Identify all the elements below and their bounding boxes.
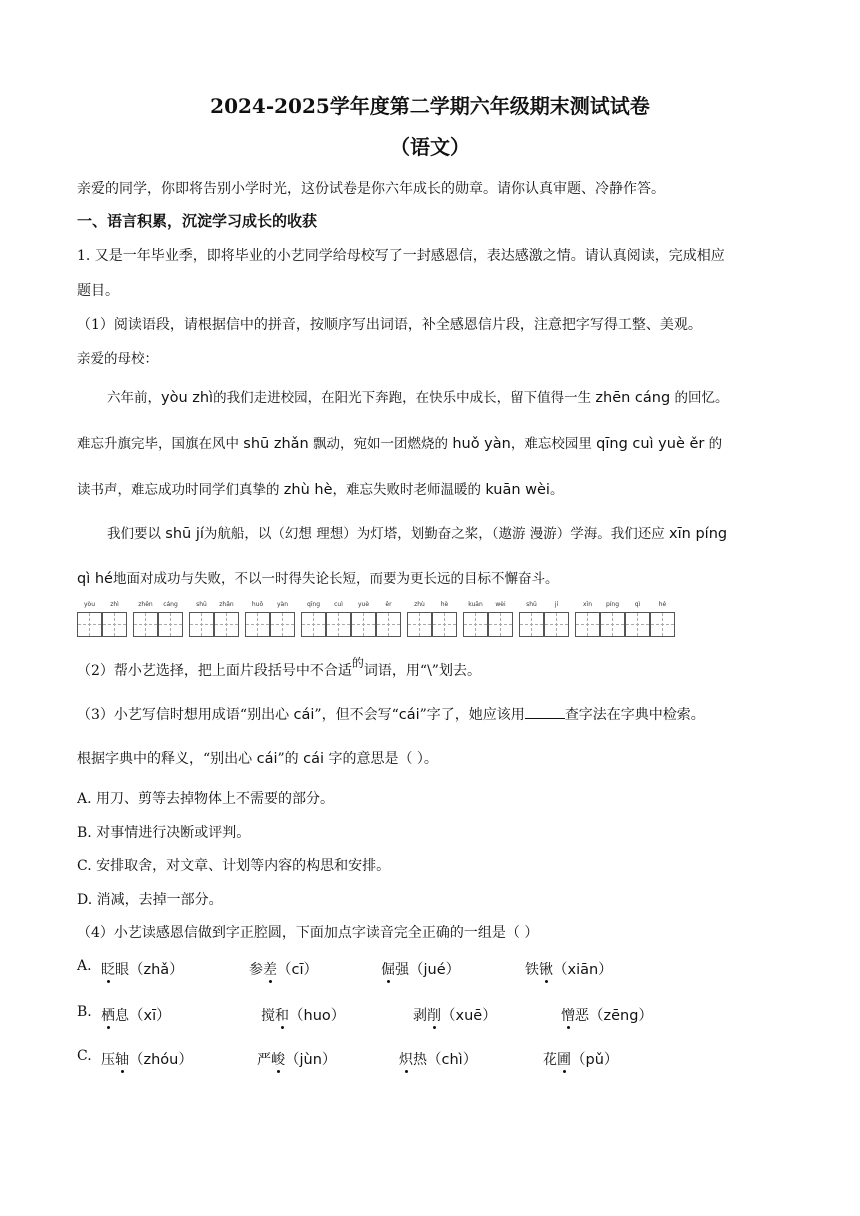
text: 的回忆。 [674, 390, 729, 406]
pinyin: xīn píng [669, 526, 728, 542]
sub-question-4: （4）小艺读感恩信做到字正腔圆，下面加点字读音完全正确的一组是（ ） [77, 925, 539, 941]
pinyin: zhēn cáng [595, 390, 671, 406]
grid-pinyin-label: qì [634, 601, 641, 608]
writing-cell[interactable] [544, 612, 569, 637]
text: 词语，用“\”划去。 [363, 663, 481, 679]
grid-pinyin-label: kuān [468, 601, 483, 608]
writing-cell[interactable] [326, 612, 351, 637]
pinyin: cái [303, 751, 325, 767]
grid-pinyin-label: huǒ [251, 601, 264, 608]
writing-cell[interactable] [301, 612, 326, 637]
dotted-character: 和 [275, 1008, 289, 1024]
letter-paragraph-1 [107, 386, 728, 406]
text: 地面对成功与失败，不以一时得失论长短，而要为更长远的目标不懈奋斗。 [112, 571, 559, 587]
letter-paragraph-3 [77, 478, 563, 498]
grid-pinyin-label: zhēn [138, 601, 153, 608]
text: 恶 [575, 1008, 589, 1024]
pinyin: cái [293, 707, 315, 723]
text: 参 [249, 962, 263, 978]
pronunciation-item [101, 1004, 171, 1025]
pinyin: （zēng） [589, 1008, 653, 1024]
pinyin: （xuē） [441, 1008, 497, 1024]
text: 热 [413, 1052, 427, 1068]
text: ”，但不会写“ [314, 707, 399, 723]
answer-blank[interactable] [525, 706, 565, 719]
pinyin: qīng cuì yuè ěr [596, 436, 705, 452]
grid-pinyin-label: yàn [276, 601, 289, 608]
pronunciation-row[interactable] [77, 1004, 653, 1024]
text: ”的 [277, 751, 299, 767]
text: 剥 [413, 1008, 427, 1024]
exam-subject: （语文） [390, 135, 470, 159]
pinyin: （cī） [277, 962, 319, 978]
writing-cell[interactable] [463, 612, 488, 637]
writing-cell[interactable] [519, 612, 544, 637]
text: 。 [549, 482, 564, 498]
dotted-character: 锹 [539, 962, 553, 978]
text: ”字了，她应该用 [419, 707, 525, 723]
pinyin: （jué） [409, 962, 461, 978]
pinyin: shū zhǎn [243, 436, 309, 452]
dotted-character: 倔 [381, 962, 395, 978]
letter-paragraph-2 [77, 432, 722, 452]
writing-cell[interactable] [214, 612, 239, 637]
writing-cell[interactable] [189, 612, 214, 637]
writing-cell[interactable] [133, 612, 158, 637]
writing-cell[interactable] [432, 612, 457, 637]
pronunciation-item [101, 1048, 193, 1069]
pronunciation-item [381, 958, 460, 979]
grid-pinyin-label: hé [658, 601, 667, 608]
text: 花 [543, 1052, 557, 1068]
option-label: B. [77, 1004, 92, 1020]
pronunciation-item [249, 958, 318, 979]
text: 飘动，宛如一团燃烧的 [313, 436, 449, 452]
grid-pinyin-label: cáng [163, 601, 178, 608]
pinyin: （jùn） [285, 1052, 337, 1068]
pinyin: qì hé [77, 571, 113, 587]
question-1-line-1: 1. 又是一年毕业季，即将毕业的小艺同学给母校写了一封感恩信，表达感激之情。请认真阅读，完成相应 [77, 248, 725, 264]
pronunciation-row[interactable] [77, 1048, 619, 1068]
text: 铁 [525, 962, 539, 978]
writing-cell[interactable] [158, 612, 183, 637]
grid-pinyin-label: wèi [495, 601, 506, 608]
text: ，难忘失败时老师温暖的 [332, 482, 482, 498]
text: 我们要以 [107, 526, 161, 542]
sub-question-1: （1）阅读语段，请根据信中的拼音，按顺序写出词语，补全感恩信片段，注意把字写得工整、美观。 [77, 317, 702, 333]
grid-pinyin-label: qīng [306, 601, 321, 608]
grid-pinyin-label: hè [440, 601, 449, 608]
pronunciation-item [413, 1004, 497, 1025]
pinyin: （huo） [289, 1008, 346, 1024]
dotted-character: 削 [427, 1008, 441, 1024]
pinyin: （pǔ） [571, 1052, 619, 1068]
option-label: C. [77, 1048, 92, 1064]
writing-cell[interactable] [575, 612, 600, 637]
text: 根据字典中的释义，“别出心 [77, 751, 253, 767]
question-1-line-2: 题目。 [77, 283, 119, 299]
dotted-character: 差 [263, 962, 277, 978]
text: 读书声，难忘成功时同学们真挚的 [77, 482, 280, 498]
grid-pinyin-label: zhǎn [219, 601, 234, 608]
text: 眼 [115, 962, 129, 978]
sub-question-2 [77, 656, 481, 680]
option-d[interactable]: D. 消减，去掉一部分。 [77, 892, 223, 908]
writing-cell[interactable] [650, 612, 675, 637]
pronunciation-item [399, 1048, 477, 1069]
text: 压 [101, 1052, 115, 1068]
text: 字的意思是（ ）。 [328, 751, 438, 767]
pinyin: zhù hè [283, 482, 333, 498]
text: 的 [708, 436, 723, 452]
text: 强 [395, 962, 409, 978]
text: （2）帮小艺选择，把上面片段括号中不合适 [77, 663, 352, 679]
writing-cell[interactable] [376, 612, 401, 637]
grid-pinyin-label: yuè [357, 601, 370, 608]
pronunciation-row[interactable] [77, 958, 613, 978]
dotted-character: 眨 [101, 962, 115, 978]
letter-salutation: 亲爱的母校： [77, 351, 158, 367]
text: 的我们走进校园，在阳光下奔跑，在快乐中成长，留下值得一生 [213, 390, 592, 406]
pinyin: huǒ yàn [452, 436, 511, 452]
text: 的 [351, 656, 364, 670]
option-a[interactable]: A. 用刀、剪等去掉物体上不需要的部分。 [77, 791, 335, 807]
writing-cell[interactable] [407, 612, 432, 637]
dotted-character: 峻 [271, 1052, 285, 1068]
exam-title: 2024-2025学年度第二学期六年级期末测试试卷 [210, 94, 650, 118]
pinyin: （xiān） [553, 962, 613, 978]
dotted-character: 炽 [399, 1052, 413, 1068]
writing-cell[interactable] [245, 612, 270, 637]
grid-pinyin-label: shū [526, 601, 537, 608]
pinyin: （zhóu） [129, 1052, 193, 1068]
grid-pinyin-label: shū [196, 601, 207, 608]
writing-cell[interactable] [600, 612, 625, 637]
text: （3）小艺写信时想用成语“别出心 [77, 707, 290, 723]
grid-pinyin-label: jí [554, 601, 559, 608]
pinyin: cái [398, 707, 420, 723]
text: 搅 [261, 1008, 275, 1024]
dotted-character: 轴 [115, 1052, 129, 1068]
option-label: A. [77, 958, 92, 974]
dotted-character: 栖 [101, 1008, 115, 1024]
grid-pinyin-label: ěr [385, 601, 392, 608]
grid-pinyin-label: yòu [83, 601, 96, 608]
option-c[interactable]: C. 安排取舍，对文章、计划等内容的构思和安排。 [77, 858, 391, 874]
pinyin: cái [256, 751, 278, 767]
writing-cell[interactable] [77, 612, 102, 637]
text: 严 [257, 1052, 271, 1068]
writing-cell[interactable] [625, 612, 650, 637]
pronunciation-item [543, 1048, 618, 1069]
text: 息 [115, 1008, 129, 1024]
pinyin: shū jí [165, 526, 204, 542]
grid-pinyin-label: zhì [110, 601, 119, 608]
pinyin: （xī） [129, 1008, 171, 1024]
pronunciation-item [561, 1004, 653, 1025]
pinyin: （zhǎ） [129, 962, 184, 978]
sub-question-3-line-2 [77, 748, 438, 768]
section-heading: 一、语言积累，沉淀学习成长的收获 [77, 212, 318, 230]
grid-pinyin-label: píng [605, 601, 620, 608]
writing-cell[interactable] [351, 612, 376, 637]
text: 六年前， [107, 390, 161, 406]
writing-cell[interactable] [102, 612, 127, 637]
dotted-character: 憎 [561, 1008, 575, 1024]
text: ，难忘校园里 [510, 436, 592, 452]
text: 难忘升旗完毕，国旗在风中 [77, 436, 239, 452]
pinyin: （chì） [427, 1052, 478, 1068]
text: 查字法在字典中检索。 [564, 707, 705, 723]
pronunciation-item [525, 958, 613, 979]
sub-question-3 [77, 704, 705, 724]
grid-pinyin-label: xīn [582, 601, 593, 608]
intro-text: 亲爱的同学，你即将告别小学时光，这份试卷是你六年成长的勋章。请你认真审题、冷静作答。 [77, 181, 665, 197]
writing-cell[interactable] [270, 612, 295, 637]
pronunciation-item [257, 1048, 336, 1069]
pronunciation-item [261, 1004, 345, 1025]
letter-paragraph-4 [107, 522, 727, 542]
grid-pinyin-label: cuì [334, 601, 343, 608]
option-b[interactable]: B. 对事情进行决断或评判。 [77, 825, 251, 841]
writing-cell[interactable] [488, 612, 513, 637]
letter-paragraph-5 [77, 567, 558, 587]
grid-pinyin-label: zhù [414, 601, 425, 608]
pinyin: kuān wèi [485, 482, 550, 498]
pinyin: yòu zhì [161, 390, 214, 406]
dotted-character: 圃 [557, 1052, 571, 1068]
pronunciation-item [101, 958, 184, 979]
text: 为航船，以（幻想 理想）为灯塔，划勤奋之桨，（遨游 漫游）学海。我们还应 [203, 526, 665, 542]
